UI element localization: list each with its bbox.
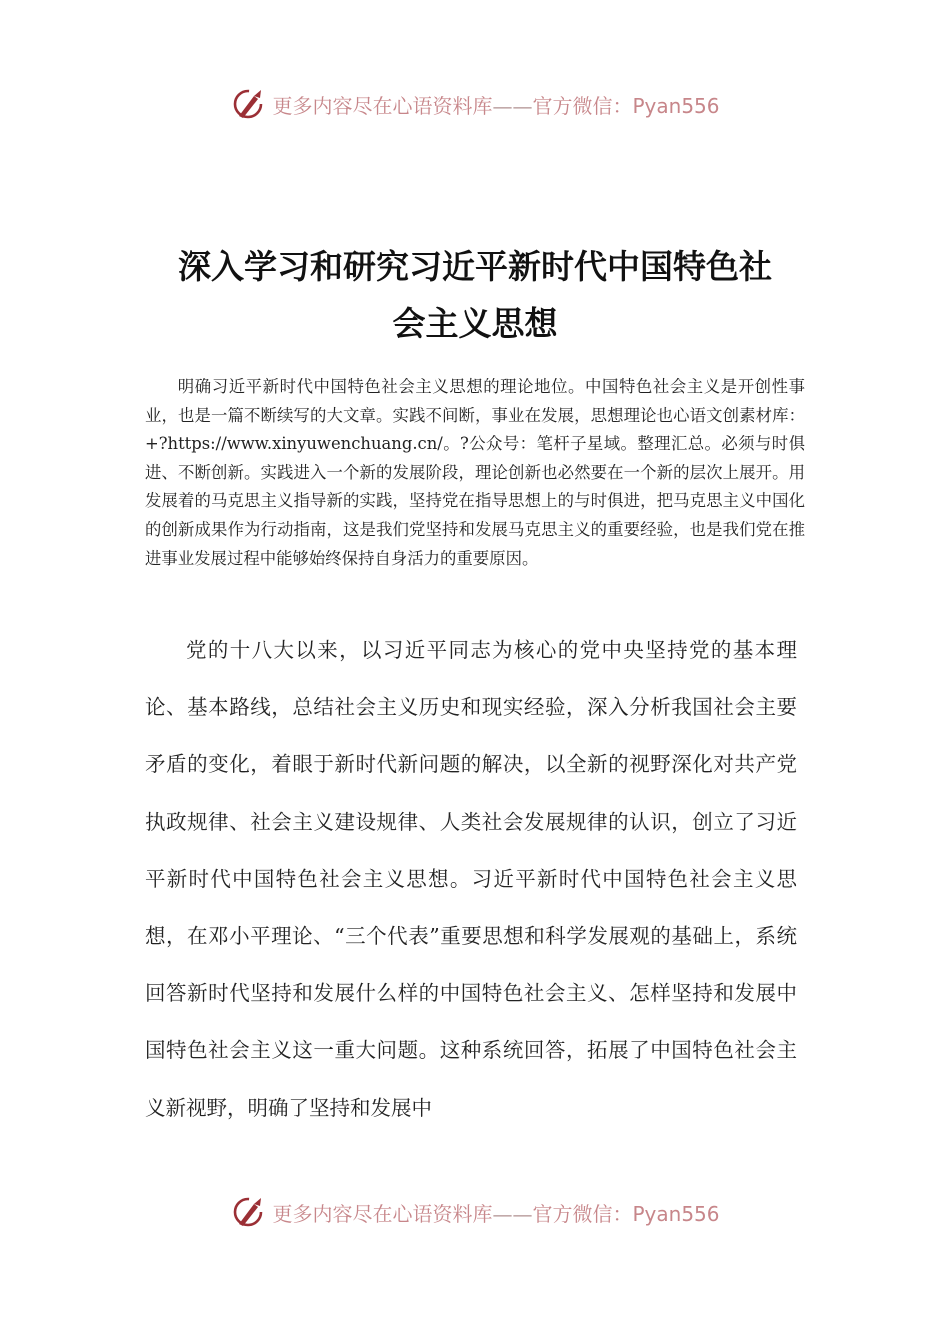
title-line-2: 会主义思想 <box>392 304 558 343</box>
banner-separator: —— <box>492 1201 533 1226</box>
banner-wechat-id: Pyan556 <box>632 93 720 118</box>
banner-separator: —— <box>492 93 533 118</box>
banner-text <box>272 1198 719 1227</box>
banner-site-text: 更多内容尽在心语资料库 <box>272 93 493 118</box>
banner-text <box>272 90 719 119</box>
title-line-1: 深入学习和研究习近平新时代中国特色社 <box>178 247 772 286</box>
body-paragraph: 党的十八大以来，以习近平同志为核心的党中央坚持党的基本理论、基本路线，总结社会主义历史和现实经验，深入分析我国社会主要矛盾的变化，着眼于新时代新问题的解决，以全新的视野深化对共产党执政规律、社会主义建设规律、人类社会发展规律的认识，创立了习近平新时代中国特色社会主义思想。习近平新时代中国特色社会主义思想，在邓小平理论、“三个代表”重要思想和科学发展观的基础上，系统回答新时代坚持和发展什么样的中国特色社会主义、怎样坚持和发展中国特色社会主义这一重大问题。这种系统回答，拓展了中国特色社会主义新视野，明确了坚持和发展中 <box>145 638 797 1120</box>
banner-wechat-id: Pyan556 <box>632 1201 720 1226</box>
pen-nib-circle-icon <box>230 1194 266 1230</box>
header-banner <box>0 84 950 124</box>
banner-site-text: 更多内容尽在心语资料库 <box>272 1201 493 1226</box>
footer-banner <box>0 1192 950 1232</box>
banner-wechat-label: 官方微信： <box>532 93 633 118</box>
banner-wechat-label: 官方微信： <box>532 1201 633 1226</box>
intro-paragraph: 明确习近平新时代中国特色社会主义思想的理论地位。中国特色社会主义是开创性事业，也是一篇不断续写的大文章。实践不间断，事业在发展，思想理论也心语文创素材库：+?https://www.xinyuwenchuang.cn/。?公众号：笔杆子星域。整理汇总。必须与时俱进、不断创新。实践进入一个新的发展阶段，理论创新也必然要在一个新的层次上展开。用发展着的马克思主义指导新的实践，坚持党在指导思想上的与时俱进，把马克思主义中国化的创新成果作为行动指南，这是我们党坚持和发展马克思主义的重要经验，也是我们党在推进事业发展过程中能够始终保持自身活力的重要原因。 <box>145 377 805 568</box>
document-title <box>145 238 805 352</box>
pen-nib-circle-icon <box>230 86 266 122</box>
